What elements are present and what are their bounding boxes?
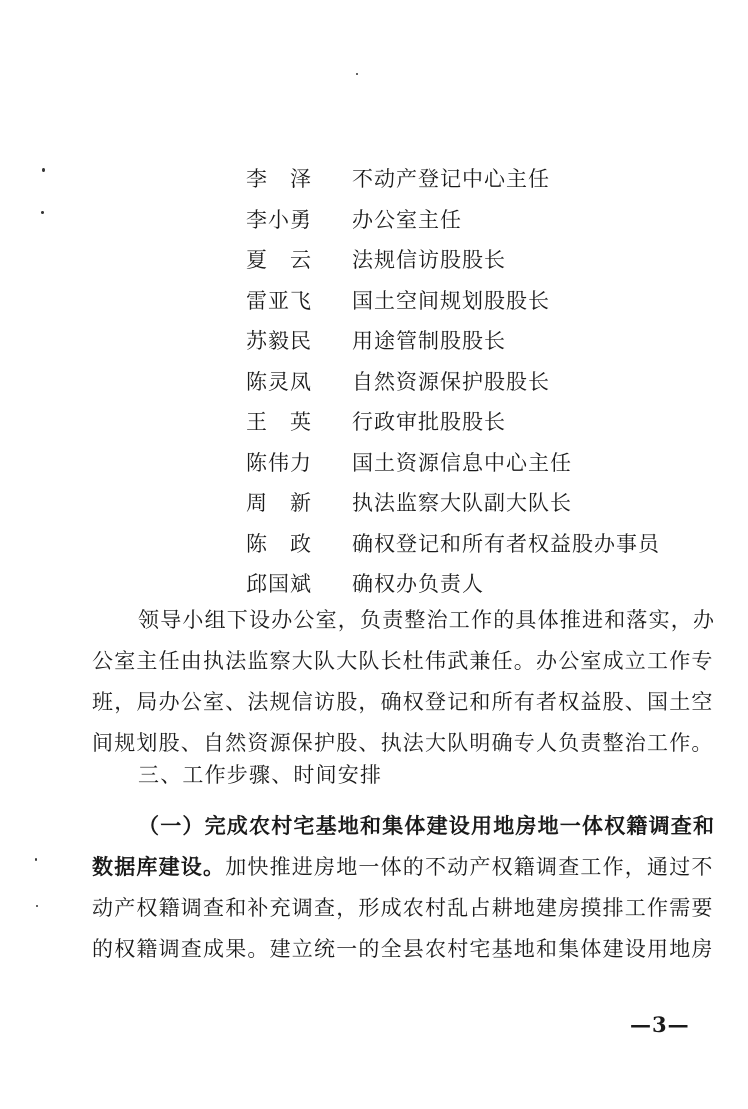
paragraph-line: 间规划股、自然资源保护股、执法大队明确专人负责整治工作。: [92, 731, 714, 755]
member-title: 确权办负责人: [352, 572, 484, 597]
member-name: 夏 云: [246, 248, 312, 273]
member-name: 邱国斌: [246, 572, 312, 597]
scan-speck: [356, 73, 358, 75]
member-title: 自然资源保护股股长: [352, 369, 550, 394]
scan-speck: [35, 858, 37, 861]
member-name: 陈灵凤: [246, 369, 312, 394]
member-title: 执法监察大队副大队长: [352, 491, 572, 516]
scan-speck: [41, 211, 44, 214]
roster-row: [246, 199, 706, 240]
paragraph-line: 动产权籍调查和补充调查，形成农村乱占耕地建房摸排工作需要: [92, 896, 714, 920]
member-name: 周 新: [246, 491, 312, 516]
member-title: 用途管制股股长: [352, 329, 506, 354]
paragraph-line: 领导小组下设办公室，负责整治工作的具体推进和落实，办: [138, 608, 716, 632]
paragraph-line: 公室主任由执法监察大队大队长杜伟武兼任。办公室成立工作专: [92, 649, 714, 673]
paragraph-line: [92, 846, 714, 888]
roster-row: [246, 320, 706, 361]
roster-row: [246, 442, 706, 483]
roster-row: [246, 361, 706, 402]
subsection-title-end: 数据库建设。: [92, 854, 226, 879]
member-name: 李 泽: [246, 167, 312, 192]
roster-row: [246, 158, 706, 199]
roster-row: [246, 239, 706, 280]
subsection-paragraph: [92, 805, 716, 970]
subsection-title: （一）完成农村宅基地和集体建设用地房地一体权籍调查和: [138, 813, 716, 838]
roster-row: [246, 401, 706, 442]
scan-speck: [36, 905, 38, 907]
page-number: —3—: [630, 1012, 690, 1037]
scan-speck: [42, 168, 45, 172]
section-heading: 三、工作步骤、时间安排: [138, 763, 383, 787]
paragraph-line: 班，局办公室、法规信访股，确权登记和所有者权益股、国土空: [92, 690, 714, 714]
member-name: 陈 政: [246, 531, 312, 556]
member-name: 陈伟力: [246, 450, 312, 475]
member-title: 确权登记和所有者权益股办事员: [352, 531, 660, 556]
member-title: 办公室主任: [352, 207, 462, 232]
member-title: 国土空间规划股股长: [352, 288, 550, 313]
roster-row: [246, 280, 706, 321]
member-title: 不动产登记中心主任: [352, 167, 550, 192]
member-name: 苏毅民: [246, 329, 312, 354]
roster-row: [246, 482, 706, 523]
member-name: 雷亚飞: [246, 288, 312, 313]
roster-row: [246, 563, 706, 604]
office-paragraph: [92, 600, 716, 764]
member-name: 李小勇: [246, 207, 312, 232]
member-title: 法规信访股股长: [352, 248, 506, 273]
member-name: 王 英: [246, 410, 312, 435]
paragraph-text: 加快推进房地一体的不动产权籍调查工作，通过不: [225, 855, 714, 879]
member-title: 行政审批股股长: [352, 410, 506, 435]
member-title: 国土资源信息中心主任: [352, 450, 572, 475]
paragraph-line: 的权籍调查成果。建立统一的全县农村宅基地和集体建设用地房: [92, 937, 714, 961]
member-roster: [246, 158, 706, 604]
roster-row: [246, 523, 706, 564]
